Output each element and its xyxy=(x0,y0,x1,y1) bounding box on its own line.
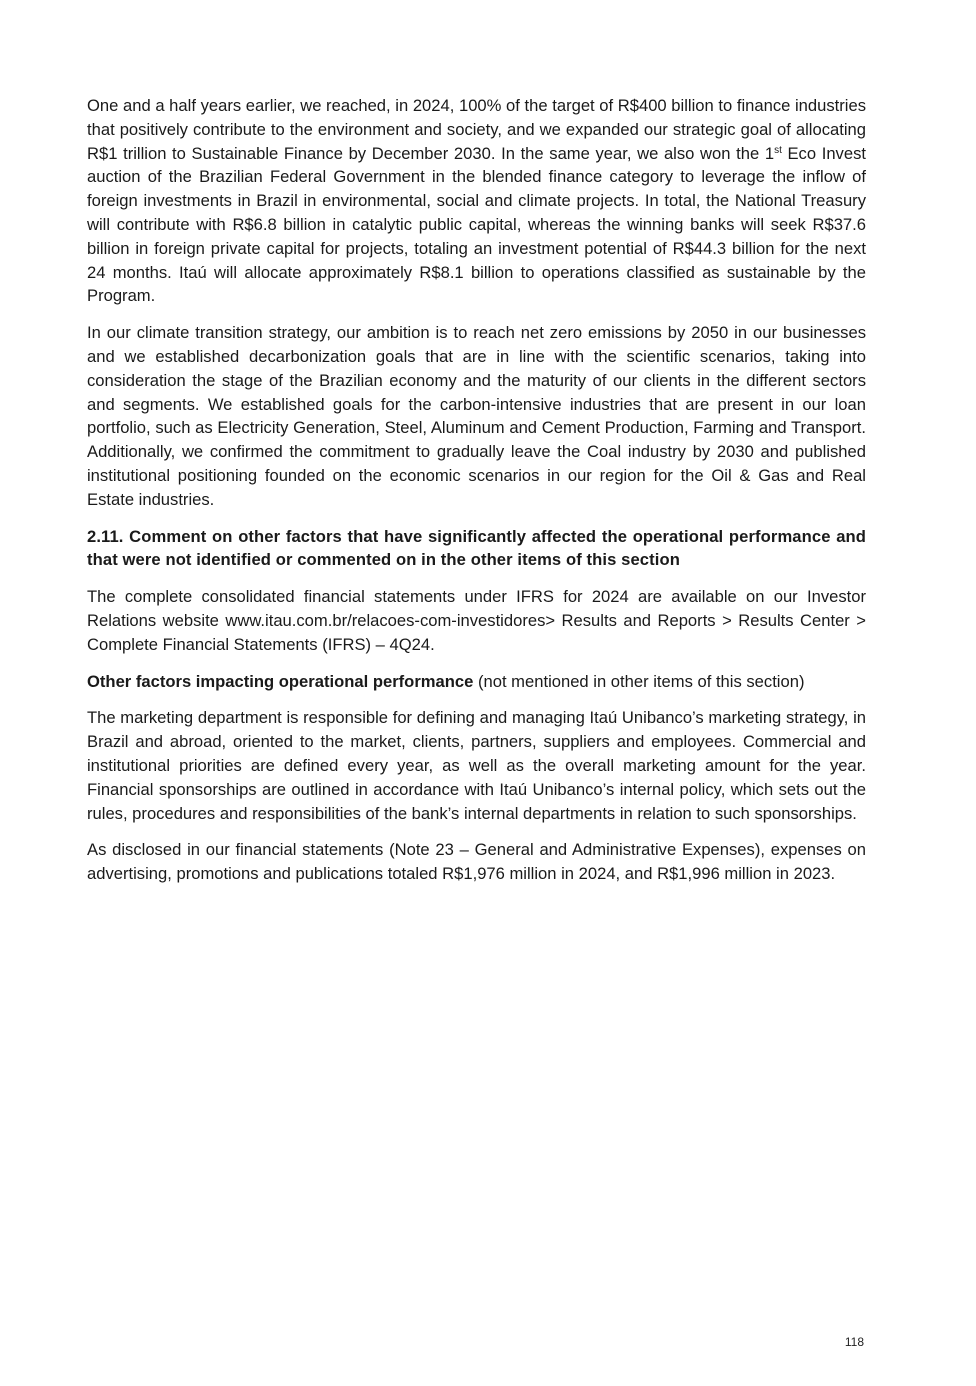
paragraph-other-factors xyxy=(87,670,866,694)
section-heading: 2.11. Comment on other factors that have significantly affected the operational performance and that were not identified or commented on in the other items of this section xyxy=(87,526,866,570)
paragraph-climate-transition: In our climate transition strategy, our ambition is to reach net zero emissions by 2050 in our businesses and we established decarbonization goals that are in line with the scientific scenarios, taking into consideration the stage of the Brazilian economy and the maturity of our clients in the different sectors and segments. We established goals for the carbon-intensive industries that are present in our loan portfolio, such as Electricity Generation, Steel, Aluminum and Cement Production, Farming and Transport. Additionally, we confirmed the commitment to gradually leave the Coal industry by 2030 and published institutional positioning founded on the economic scenarios in our region for the Oil & Gas and Real Estate industries. xyxy=(87,323,866,509)
ordinal-superscript: st xyxy=(774,144,782,156)
paragraph-text: (not mentioned in other items of this section) xyxy=(473,671,805,691)
paragraph-marketing-department: The marketing department is responsible for defining and managing Itaú Unibanco’s marketing strategy, in Brazil and abroad, oriented to the market, clients, partners, suppliers and employees. Commercial and institutional priorities are defined every year, as well as the overall marketing amount for the year. Financial sponsorships are outlined in accordance with Itaú Unibanco’s internal policy, which sets out the rules, procedures and responsibilities of the bank’s internal departments in relation to such sponsorships. xyxy=(87,708,866,823)
paragraph-advertising-expenses: As disclosed in our financial statements (Note 23 – General and Administrative Expenses), expenses on advertising, promotions and publications totaled R$1,976 million in 2024, and R$1,996 million in 2023. xyxy=(87,840,866,884)
paragraph-text: One and a half years earlier, we reached, in 2024, 100% of the target of R$400 billion to finance industries that positively contribute to the environment and society, and we expanded our strategic goal of allocating R$1 trillion to Sustainable Finance by December 2030. In the same year, we also won the 1 xyxy=(87,96,866,163)
bold-lead-in: Other factors impacting operational performance xyxy=(87,671,474,691)
paragraph-sustainable-finance xyxy=(87,94,866,308)
paragraph-ifrs-statements: The complete consolidated financial statements under IFRS for 2024 are available on our Investor Relations website www.itau.com.br/relacoes-com-investidores> Results and Reports > Results Center > Complete Financial Statements (IFRS) – 4Q24. xyxy=(87,587,866,654)
paragraph-text: Eco Invest auction of the Brazilian Federal Government in the blended finance category to leverage the inflow of foreign investments in Brazil in environmental, social and climate projects. In total, the National Treasury will contribute with R$6.8 billion in catalytic public capital, whereas the winning banks will seek R$37.6 billion in foreign private capital for projects, totaling an investment potential of R$44.3 billion for the next 24 months. Itaú will allocate approximately R$8.1 billion to operations classified as sustainable by the Program. xyxy=(87,143,866,306)
page-number: 118 xyxy=(844,1335,864,1349)
document-body xyxy=(87,94,866,899)
